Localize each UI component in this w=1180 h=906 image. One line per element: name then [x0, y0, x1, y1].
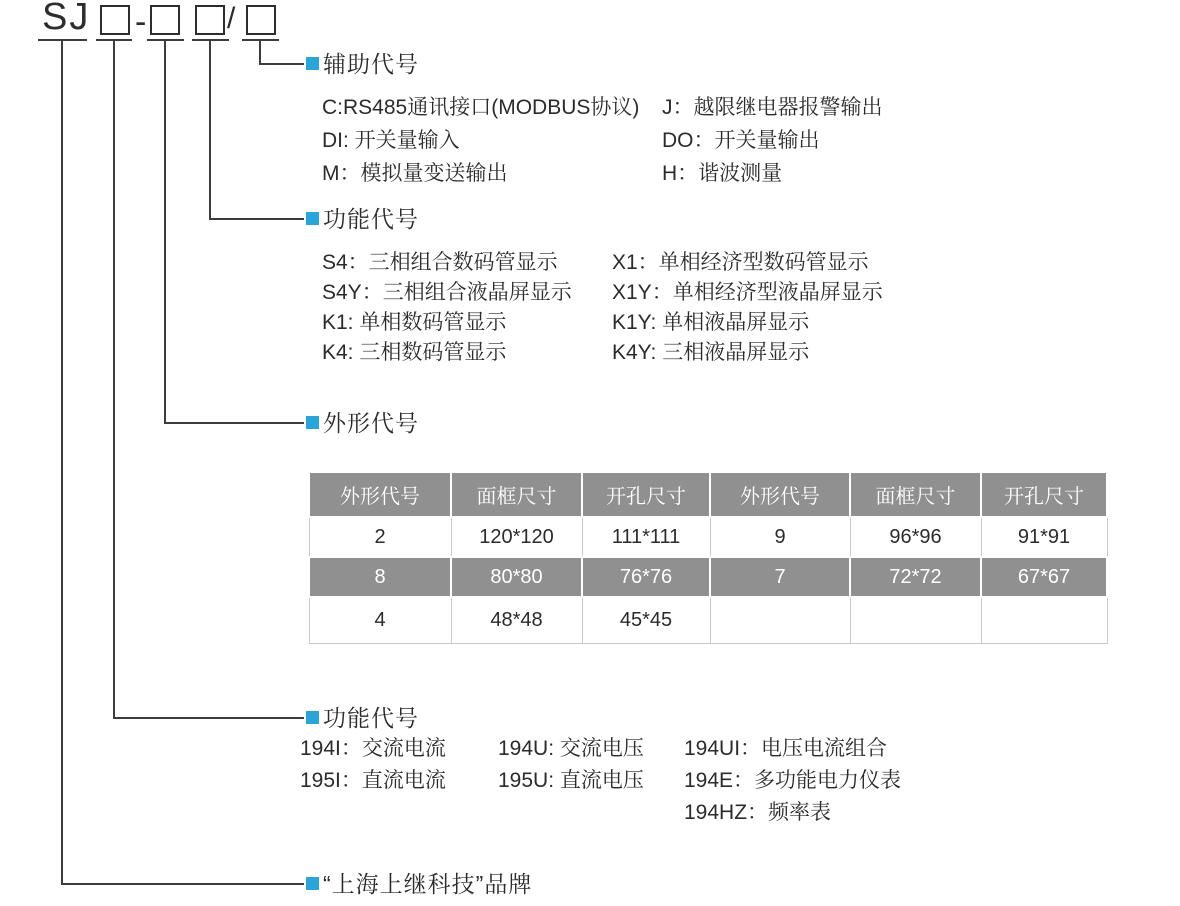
- slash-separator: /: [227, 2, 236, 35]
- table-cell: [850, 597, 981, 643]
- table-cell: 45*45: [582, 597, 710, 643]
- table-cell: 67*67: [981, 557, 1107, 597]
- aux-item: M：模拟量变送输出: [322, 162, 508, 185]
- elbow-aux-line: [259, 63, 304, 65]
- model-box-4: [246, 5, 276, 35]
- display-item: K1Y: 单相液晶屏显示: [612, 311, 810, 334]
- col-header: 开孔尺寸: [981, 472, 1107, 517]
- table-row: [309, 517, 1107, 557]
- table-cell: 9: [710, 517, 850, 557]
- display-item: S4：三相组合数码管显示: [322, 251, 558, 274]
- table-cell: 7: [710, 557, 850, 597]
- bullet-icon: [306, 416, 319, 429]
- function-item: 194UI：电压电流组合: [684, 737, 888, 760]
- connector-box2-line: [164, 39, 166, 424]
- display-item: X1Y：单相经济型液晶屏显示: [612, 281, 883, 304]
- display-item: K4Y: 三相液晶屏显示: [612, 341, 810, 364]
- elbow-shape-line: [164, 422, 304, 424]
- display-section-title: 功能代号: [323, 206, 419, 232]
- display-item: S4Y：三相组合液晶屏显示: [322, 281, 572, 304]
- connector-box1-line: [113, 39, 115, 719]
- table-cell: 72*72: [850, 557, 981, 597]
- function-item: 194HZ：频率表: [684, 801, 832, 824]
- aux-item: H：谐波测量: [662, 162, 783, 185]
- display-item: X1：单相经济型数码管显示: [612, 251, 869, 274]
- connector-box4-line: [259, 39, 261, 65]
- col-header: 外形代号: [309, 472, 451, 517]
- table-cell: 4: [309, 597, 451, 643]
- display-item: K1: 单相数码管显示: [322, 311, 507, 334]
- elbow-brand-line: [61, 883, 304, 885]
- aux-item: C:RS485通讯接口(MODBUS协议): [322, 96, 640, 119]
- aux-item: DO：开关量输出: [662, 129, 820, 152]
- aux-item: J：越限继电器报警输出: [662, 96, 883, 119]
- col-header: 外形代号: [710, 472, 850, 517]
- col-header: 面框尺寸: [451, 472, 582, 517]
- table-cell: 120*120: [451, 517, 582, 557]
- elbow-function-line: [113, 717, 304, 719]
- aux-section-title: 辅助代号: [323, 51, 419, 77]
- table-cell: [981, 597, 1107, 643]
- elbow-display-line: [209, 218, 304, 220]
- shape-size-table: [308, 471, 1108, 644]
- function-item: 195I：直流电流: [300, 769, 446, 792]
- bullet-icon: [306, 57, 319, 70]
- shape-section-title: 外形代号: [323, 410, 419, 436]
- connector-box3-line: [209, 39, 211, 220]
- display-item: K4: 三相数码管显示: [322, 341, 507, 364]
- table-cell: 2: [309, 517, 451, 557]
- bullet-icon: [306, 711, 319, 724]
- table-row: [309, 557, 1107, 597]
- table-cell: 111*111: [582, 517, 710, 557]
- model-box-1: [100, 5, 130, 35]
- brand-section-title: “上海上继科技”品牌: [323, 871, 533, 897]
- model-box-3: [195, 5, 225, 35]
- table-cell: 80*80: [451, 557, 582, 597]
- table-cell: 48*48: [451, 597, 582, 643]
- table-cell: [710, 597, 850, 643]
- table-header-row: [309, 472, 1107, 517]
- aux-item: DI: 开关量输入: [322, 129, 460, 152]
- table-row: [309, 597, 1107, 643]
- dash-separator: -: [135, 3, 147, 41]
- col-header: 开孔尺寸: [582, 472, 710, 517]
- table-cell: 8: [309, 557, 451, 597]
- connector-prefix-line: [61, 39, 63, 885]
- table-cell: 91*91: [981, 517, 1107, 557]
- bullet-icon: [306, 212, 319, 225]
- function-item: 194E：多功能电力仪表: [684, 769, 902, 792]
- function-item: 194I：交流电流: [300, 737, 446, 760]
- col-header: 面框尺寸: [850, 472, 981, 517]
- function-item: 195U: 直流电压: [498, 769, 644, 792]
- model-box-2: [150, 5, 180, 35]
- table-cell: 96*96: [850, 517, 981, 557]
- model-prefix: SJ: [42, 0, 91, 38]
- function-item: 194U: 交流电压: [498, 737, 644, 760]
- bullet-icon: [306, 877, 319, 890]
- table-cell: 76*76: [582, 557, 710, 597]
- function-section-title: 功能代号: [323, 705, 419, 731]
